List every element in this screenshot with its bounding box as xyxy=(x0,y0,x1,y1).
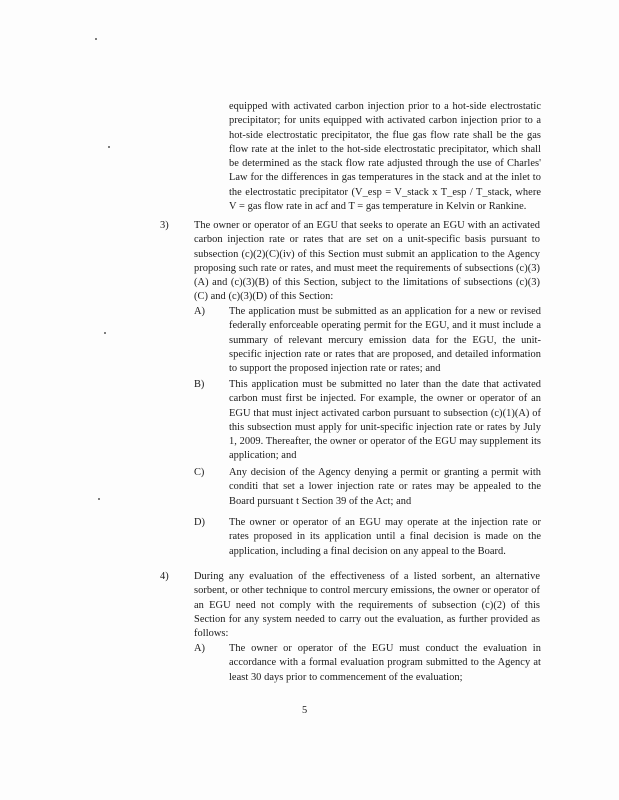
subitem-marker: B) xyxy=(194,379,205,390)
scan-speck xyxy=(104,332,106,334)
subitem-paragraph: This application must be submitted no later than the date that activated carbon must first be injected. For example, the owner or operator of an EGU that must inject activated carbon pursuant to subsection (c)(1)(A) of this subsection must apply for unit-specific injection rate or rates by July 1, 2009. Thereafter, the owner or operator of the EGU may supplement its application; and xyxy=(229,379,541,462)
subitem-paragraph: The application must be submitted as an application for a new or revised federally enforceable operating permit for the EGU, and it must include a summary of relevant mercury emission data for the EGU, the unit-specific injection rate or rates that are proposed, and detailed information to support the proposed injection rate or rates; and xyxy=(229,306,541,375)
scan-speck xyxy=(108,146,110,148)
item-paragraph: During any evaluation of the effectiveness of a listed sorbent, an alternative sorbent, or other technique to control mercury emissions, the owner or operator of an EGU need not comply with the requirements of subsection (c)(2) of this Section for any system needed to carry out the evaluation, as further provided as follows: xyxy=(194,571,540,640)
scan-speck xyxy=(98,498,100,500)
subitem-paragraph: The owner or operator of the EGU must conduct the evaluation in accordance with a formal evaluation program submitted to the Agency at least 30 days prior to commencement of the evaluation; xyxy=(229,643,541,683)
continuation-paragraph: equipped with activated carbon injection prior to a hot-side electrostatic precipitator; for units equipped with activated carbon injection prior to a hot-side electrostatic precipitator, the flue gas flow rate shall be the gas flow rate at the inlet to the hot-side electrostatic precipitator, which shall be determined as the stack flow rate adjusted through the use of Charles' Law for the differences in gas temperatures in the stack and at the inlet to the electrostatic precipitator (V_esp = V_stack x T_esp / T_stack, where V = gas flow rate in acf and T = gas temperature in Kelvin or Rankine. xyxy=(229,101,541,213)
item-marker: 3) xyxy=(160,220,169,231)
page-number: 5 xyxy=(302,705,308,716)
subitem-paragraph: Any decision of the Agency denying a permit or granting a permit with conditi that set a lower injection rate or rates may be appealed to the Board pursuant t Section 39 of the Act; and xyxy=(229,467,541,507)
subitem-paragraph: The owner or operator of an EGU may operate at the injection rate or rates proposed in its application until a final decision is made on the application, including a final decision on any appeal to the Board. xyxy=(229,517,541,557)
subitem-marker: A) xyxy=(194,643,205,654)
item-paragraph: The owner or operator of an EGU that seeks to operate an EGU with an activated carbon injection rate or rates that are set on a unit-specific basis pursuant to subsection (c)(2)(C)(iv) of this Section must submit an application to the Agency proposing such rate or rates, and must meet the requirements of subsections (c)(3)(A) and (c)(3)(B) of this Section, subject to the limitations of subsections (c)(3)(C) and (c)(3)(D) of this Section: xyxy=(194,220,540,303)
subitem-marker: D) xyxy=(194,517,205,528)
item-marker: 4) xyxy=(160,571,169,582)
subitem-marker: C) xyxy=(194,467,205,478)
subitem-marker: A) xyxy=(194,306,205,317)
scan-speck xyxy=(95,38,97,40)
